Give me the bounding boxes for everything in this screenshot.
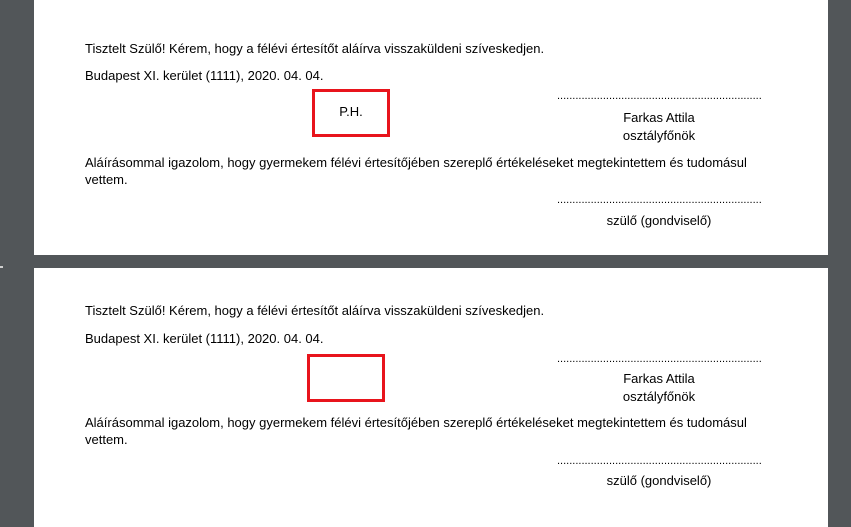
- parent-label: szülő (gondviselő): [606, 213, 712, 228]
- stamp-highlight-box: [312, 89, 390, 137]
- parent-signature-line: ...................................................................: [557, 194, 762, 206]
- place-date-text: Budapest XI. kerület (1111), 2020. 04. 04.: [85, 68, 324, 83]
- teacher-name: Farkas Attila: [623, 371, 695, 386]
- document-page-2: [34, 268, 828, 527]
- teacher-name: Farkas Attila: [623, 110, 695, 125]
- teacher-role: osztályfőnök: [622, 389, 696, 404]
- acknowledgement-statement: Aláírásommal igazolom, hogy gyermekem félévi értesítőjében szereplő értékeléseket megtekintettem és tudomásul vettem.: [85, 155, 747, 187]
- greeting-text: Tisztelt Szülő! Kérem, hogy a félévi értesítőt aláírva visszaküldeni szíveskedjen.: [85, 41, 545, 56]
- stamp-label: P.H.: [339, 104, 363, 119]
- document-page-1: [34, 0, 828, 255]
- teacher-role: osztályfőnök: [622, 128, 696, 143]
- place-date-text: Budapest XI. kerület (1111), 2020. 04. 04.: [85, 331, 324, 346]
- teacher-signature-line: ...................................................................: [557, 90, 762, 102]
- stamp-highlight-box: [307, 354, 385, 402]
- teacher-signature-line: ...................................................................: [557, 353, 762, 365]
- parent-signature-line: ...................................................................: [557, 455, 762, 467]
- greeting-text: Tisztelt Szülő! Kérem, hogy a félévi értesítőt aláírva visszaküldeni szíveskedjen.: [85, 303, 545, 318]
- viewer-edge-mark: [0, 266, 3, 268]
- parent-label: szülő (gondviselő): [606, 473, 712, 488]
- acknowledgement-statement: Aláírásommal igazolom, hogy gyermekem félévi értesítőjében szereplő értékeléseket megtekintettem és tudomásul vettem.: [85, 415, 747, 447]
